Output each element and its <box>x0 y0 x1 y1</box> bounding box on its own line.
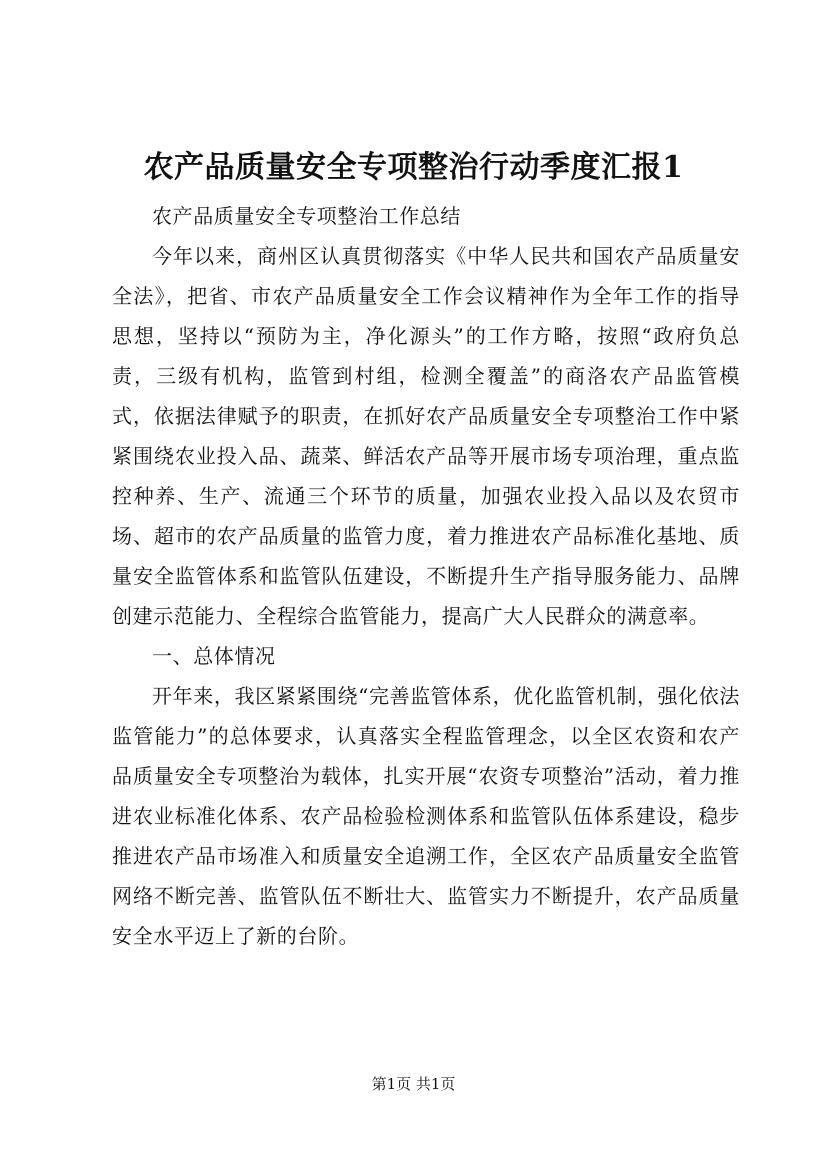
document-subtitle: 农产品质量安全专项整治工作总结 <box>152 204 461 228</box>
section-paragraph: 开年来，我区紧紧围绕“完善监管体系，优化监管机制，强化依法监管能力”的总体要求，认真落实全程监管理念，以全区农资和农产品质量安全专项整治为载体，扎实开展“农资专项整治”活动，着力推进农业标准化体系、农产品检验检测体系和监管队伍体系建设，稳步推进农产品市场准入和质量安全追溯工作，全区农产品质量安全监管网络不断完善、监管队伍不断壮大、监管实力不断提升，农产品质量安全水平迈上了新的台阶。 <box>112 684 740 948</box>
page-number-footer: 第1页 共1页 <box>371 1075 456 1093</box>
document-body <box>112 196 740 956</box>
section-heading: 一、总体情况 <box>152 644 276 668</box>
body-paragraph: 今年以来，商州区认真贯彻落实《中华人民共和国农产品质量安全法》，把省、市农产品质量安全工作会议精神作为全年工作的指导思想，坚持以“预防为主，净化源头”的工作方略，按照“政府负总责，三级有机构，监管到村组，检测全覆盖”的商洛农产品监管模式，依据法律赋予的职责，在抓好农产品质量安全专项整治工作中紧紧围绕农业投入品、蔬菜、鲜活农产品等开展市场专项治理，重点监控种养、生产、流通三个环节的质量，加强农业投入品以及农贸市场、超市的农产品质量的监管力度，着力推进农产品标准化基地、质量安全监管体系和监管队伍建设，不断提升生产指导服务能力、品牌创建示范能力、全程综合监管能力，提高广大人民群众的满意率。 <box>112 244 740 628</box>
document-title: 农产品质量安全专项整治行动季度汇报1 <box>143 150 684 185</box>
